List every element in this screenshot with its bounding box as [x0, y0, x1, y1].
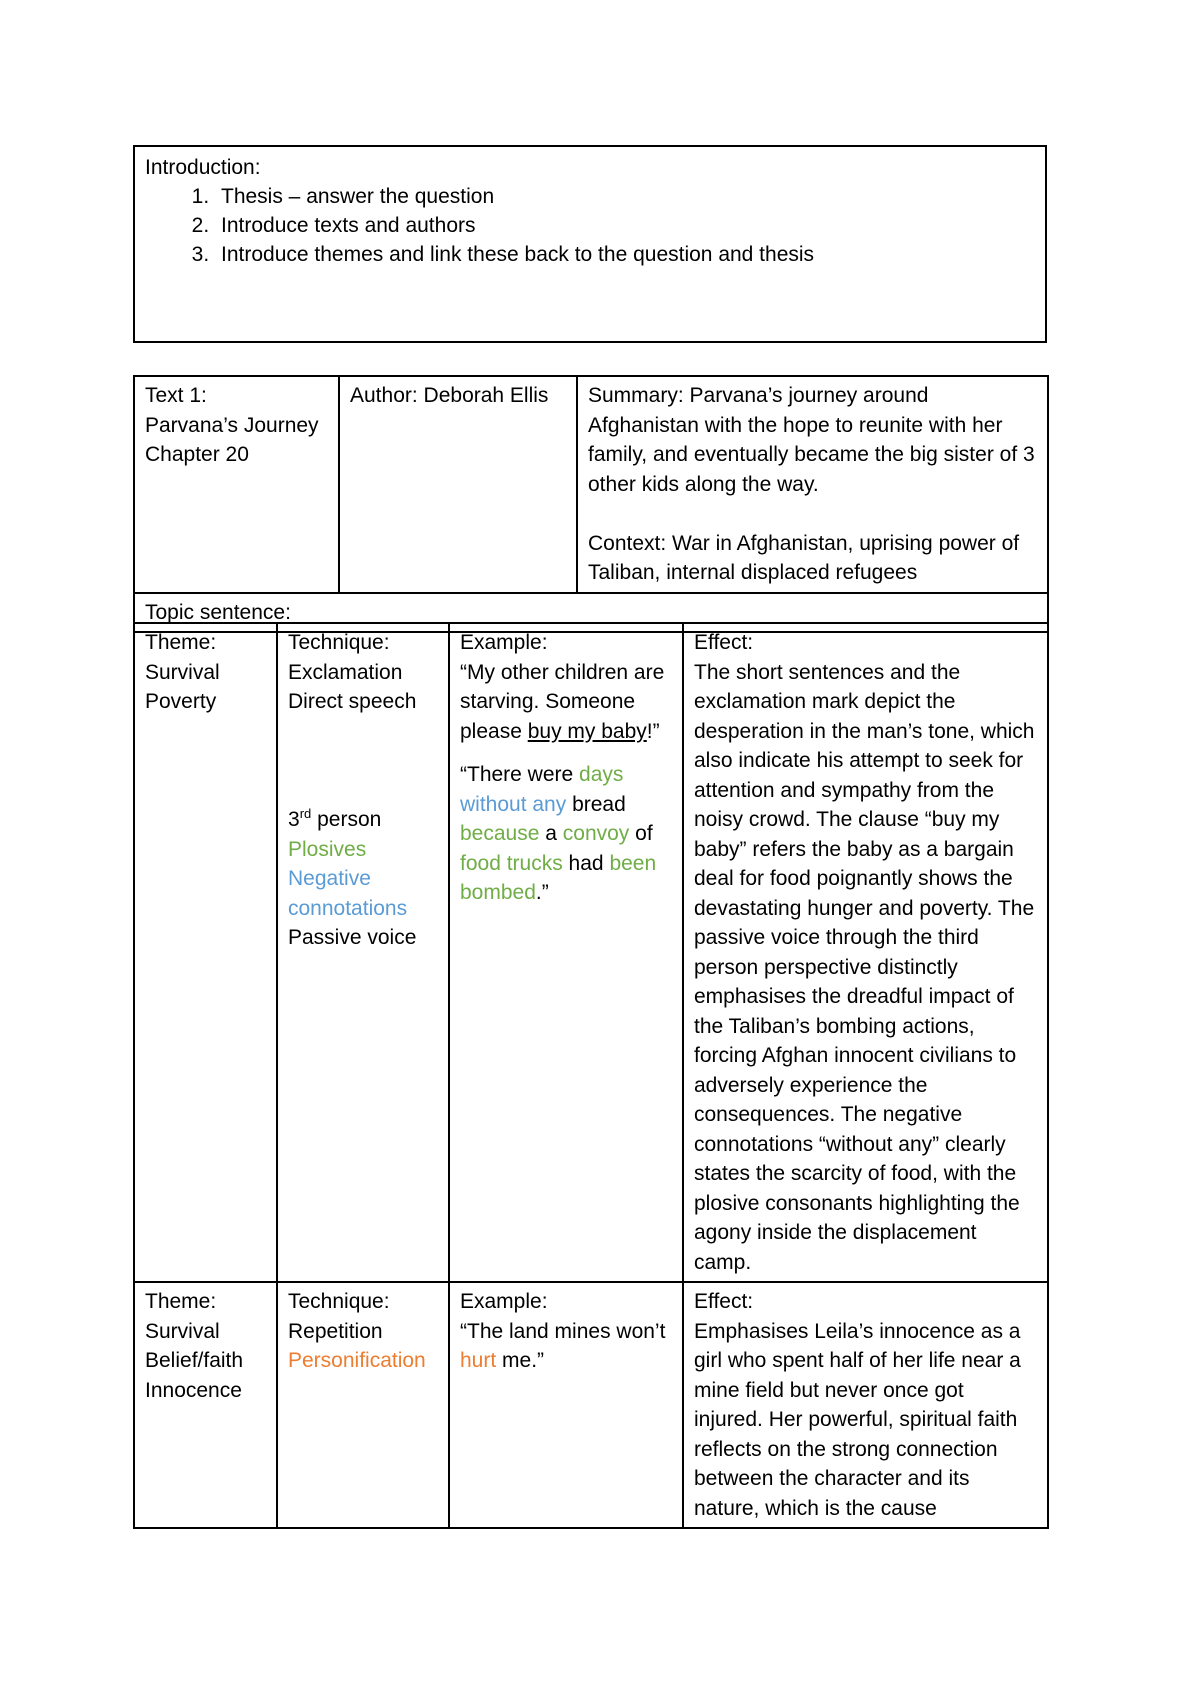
technique-item: Direct speech — [288, 690, 417, 713]
theme-label: Theme: — [145, 1290, 217, 1313]
text1-header-row — [134, 376, 1048, 593]
theme-item: Innocence — [145, 1378, 242, 1402]
example-quote-2: “There were days without any bread because a convoy of food trucks had been bombed.” — [460, 763, 657, 904]
intro-item: 3. Introduce themes and link these back to the question and thesis — [215, 240, 1035, 269]
example-label: Example: — [460, 1290, 548, 1313]
intro-item: 1. Thesis – answer the question — [215, 182, 1035, 211]
example-quote-1: “My other children are starving. Someone please buy my baby!” — [460, 660, 665, 743]
theme-label: Theme: — [145, 631, 217, 654]
theme-item: Belief/faith — [145, 1349, 244, 1372]
technique-item: Exclamation — [288, 660, 403, 684]
theme-item: Survival — [145, 660, 220, 684]
technique-plosives: Plosives — [288, 837, 367, 861]
summary-text: Summary: Parvana’s journey around Afghanistan with the hope to reunite with her family, and eventually became the big sister of 3 other kids along the way. — [588, 384, 1035, 496]
context-text: Context: War in Afghanistan, uprising power of Taliban, internal displaced refugees — [588, 531, 1020, 584]
intro-item: 2. Introduce texts and authors — [215, 211, 1035, 240]
text-title: Parvana’s Journey — [145, 413, 319, 437]
theme-cell — [134, 623, 277, 1282]
introduction-box — [133, 145, 1047, 343]
technique-cell — [277, 1282, 449, 1528]
theme-item: Poverty — [145, 690, 217, 713]
analysis-row-1 — [134, 623, 1048, 1282]
effect-cell — [683, 623, 1048, 1282]
text-chapter: Chapter 20 — [145, 443, 249, 466]
example-label: Example: — [460, 631, 548, 654]
technique-personification: Personification — [288, 1349, 426, 1372]
technique-negative-connotations: Negative connotations — [288, 867, 408, 920]
technique-label: Technique: — [288, 1290, 390, 1313]
theme-item: Survival — [145, 1319, 220, 1343]
effect-cell — [683, 1282, 1048, 1528]
summary-cell — [577, 376, 1048, 593]
effect-label: Effect: — [694, 631, 754, 654]
author-text: Author: Deborah Ellis — [350, 384, 549, 407]
intro-heading: Introduction: — [145, 156, 261, 179]
example-cell — [449, 623, 683, 1282]
technique-passive-voice: Passive voice — [288, 926, 417, 949]
analysis-table — [133, 622, 1049, 1529]
theme-cell — [134, 1282, 277, 1528]
effect-text: The short sentences and the exclamation mark depict the desperation in the man’s tone, which also indicate his attempt to seek for attention and sympathy from the noisy crowd. The clause “buy my baby” refers the baby as a bargain deal for food poignantly shows the devastating hunger and poverty. The passive voice through the third person perspective distinctly emphasises the dreadful impact of the Taliban’s bombing actions, forcing Afghan innocent civilians to adversely experience the consequences. The negative connotations “without any” clearly states the scarcity of food, with the plosive consonants highlighting the agony inside the displacement camp. — [694, 660, 1035, 1274]
technique-cell — [277, 623, 449, 1282]
text-label: Text 1: — [145, 384, 207, 407]
text1-table — [133, 375, 1049, 633]
technique-item: Repetition — [288, 1319, 383, 1343]
effect-text: Emphasises Leila’s innocence as a girl who spent half of her life near a mine field but never once got injured. Her powerful, spiritual faith reflects on the strong connection between the character and its nature, which is the cause — [694, 1319, 1021, 1520]
effect-label: Effect: — [694, 1290, 754, 1313]
analysis-row-2 — [134, 1282, 1048, 1528]
example-cell — [449, 1282, 683, 1528]
example-quote: “The land mines won’t hurt me.” — [460, 1319, 666, 1372]
technique-third-person: 3rd person — [288, 806, 382, 831]
topic-sentence-cell: Topic sentence: — [134, 593, 1048, 633]
text-info-cell — [134, 376, 339, 593]
intro-list — [145, 182, 1035, 269]
author-cell — [339, 376, 577, 593]
technique-label: Technique: — [288, 631, 390, 654]
